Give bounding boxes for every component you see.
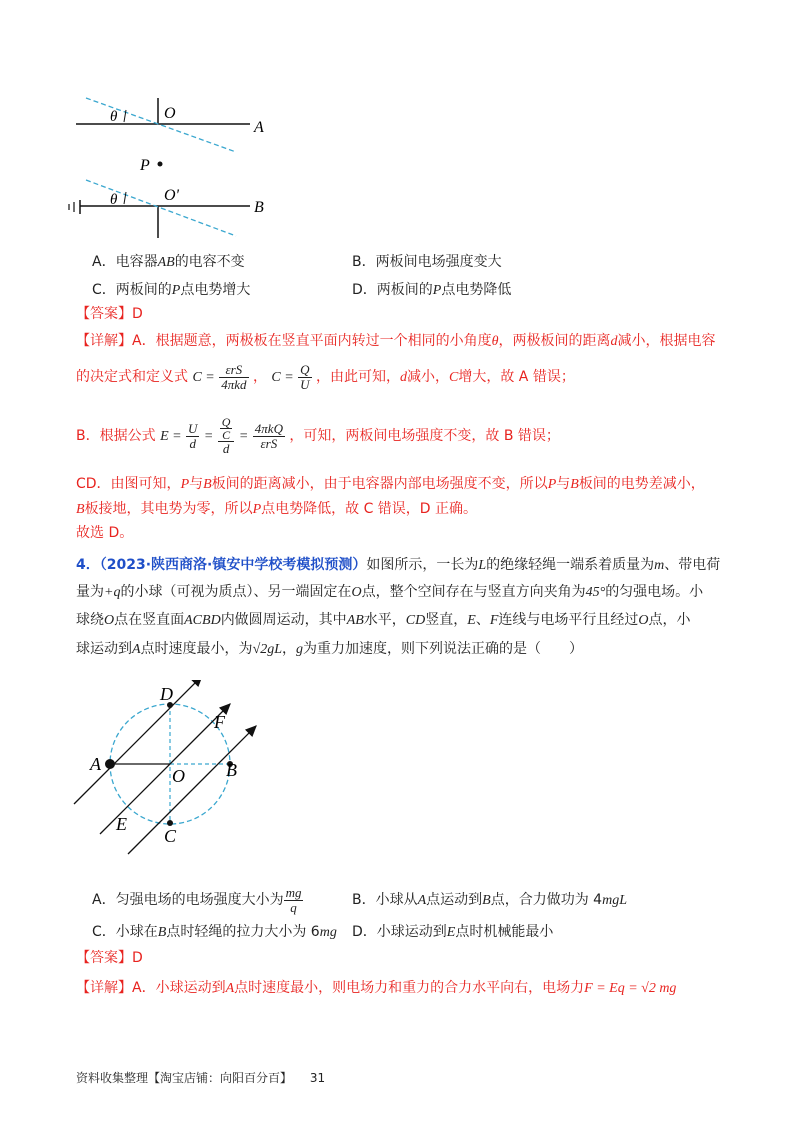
label-E: E (116, 814, 127, 834)
ground-icon (69, 200, 80, 214)
q3-detail-2: 的决定式和定义式 C = $\frac{\text{εrS}}{\text{4πkd}}$ ， C = $\frac{Q}{U}$ ，由此可知，d减小，C增大，故 A 错误； (76, 361, 575, 392)
formula-field-strength: E = $\frac{U}{d}$ = $\frac{\frac{Q}{C}}{d}$ = $\frac{\text{4πkQ}}{\text{εrS}}$ (160, 415, 283, 456)
q3-detail-6: 故选 D。 (76, 525, 134, 541)
q3-option-a: A．电容器AB的电容不变 (92, 254, 245, 270)
q3-detail-5: B板接地，其电势为零，所以P点电势降低，故 C 错误，D 正确。 (76, 501, 478, 517)
q4-option-c: C．小球在B点时轻绳的拉力大小为 6mg (92, 924, 337, 940)
point-P (158, 162, 163, 167)
q3-option-d: D．两板间的P点电势降低 (352, 282, 512, 298)
q4-option-a: A．匀强电场的电场强度大小为 $\frac{mg}{q}$ (92, 884, 302, 915)
q3-detail-4: CD．由图可知，P与B板间的距离减小，由于电容器内部电场强度不变，所以P与B板间的电势差减小， (76, 476, 705, 492)
page-footer (76, 1069, 325, 1086)
circle-field-figure (66, 680, 286, 860)
theta-label-top: θ (110, 109, 118, 125)
q3-answer: 【答案】D (76, 306, 143, 322)
label-A: A (254, 119, 264, 136)
q3-option-b: B．两板间电场强度变大 (352, 254, 502, 270)
label-F: F (214, 712, 225, 732)
label-C: C (164, 826, 177, 846)
formula-capacitance-decision: C = $\frac{\text{εrS}}{\text{4πkd}}$ (192, 361, 247, 392)
label-D: D (160, 684, 173, 704)
q4-option-b: B．小球从A点运动到B点，合力做功为 4mgL (352, 892, 627, 908)
theta-label-bottom: θ (110, 192, 118, 208)
formula-capacitance-definition: C = $\frac{Q}{U}$ (271, 361, 310, 392)
label-O: O (164, 105, 176, 122)
label-P: P (140, 157, 150, 174)
label-Oprime: O' (164, 187, 179, 204)
q4-question-line-3: 球绕O点在竖直面ACBD内做圆周运动，其中AB水平，CD竖直，E、F连线与电场平行且经过O点，小 (76, 612, 691, 628)
q3-detail-3: B．根据公式 E = $\frac{U}{d}$ = $\frac{\frac{Q}{C}}{d}$ = $\frac{\text{4πkQ}}{\text{εrS}}$ ，可知，两板间电场强度不变，故 B 错误； (76, 415, 560, 456)
q4-number: 4． (76, 557, 100, 573)
label-B: B (254, 199, 264, 216)
q4-question-line-1: 4．（2023·陕西商洛·镇安中学校考模拟预测）如图所示，一长为L的绝缘轻绳一端系着质量为m、带电荷 (76, 557, 721, 573)
q3-option-c: C．两板间的P点电势增大 (92, 282, 251, 298)
q3-detail-1: 【详解】A．根据题意，两极板在竖直平面内转过一个相同的小角度θ，两极板间的距离d减小，根据电容 (76, 333, 716, 349)
q4-answer: 【答案】D (76, 950, 143, 966)
q4-detail-1: 【详解】A．小球运动到A点时速度最小，则电场力和重力的合力水平向右，电场力F = Eq = √2 mg (76, 980, 677, 996)
q4-question-line-4: 球运动到A点时速度最小，为√2gL，g为重力加速度，则下列说法正确的是（ ） (76, 641, 584, 657)
label-B2: B (226, 760, 237, 780)
q4-option-d: D．小球运动到E点时机械能最小 (352, 924, 554, 940)
q4-source: （2023·陕西商洛·镇安中学校考模拟预测） (99, 557, 367, 573)
page-number: 31 (309, 1071, 326, 1085)
footer-text: 资料收集整理【淘宝店铺：向阳百分百】 (76, 1071, 293, 1085)
capacitor-figure (60, 90, 290, 250)
label-O2: O (172, 766, 185, 786)
label-A2: A (90, 754, 101, 774)
q4-question-line-2: 量为+q的小球（可视为质点）、另一端固定在O点，整个空间存在与竖直方向夹角为45°的匀强电场。小 (76, 584, 704, 600)
